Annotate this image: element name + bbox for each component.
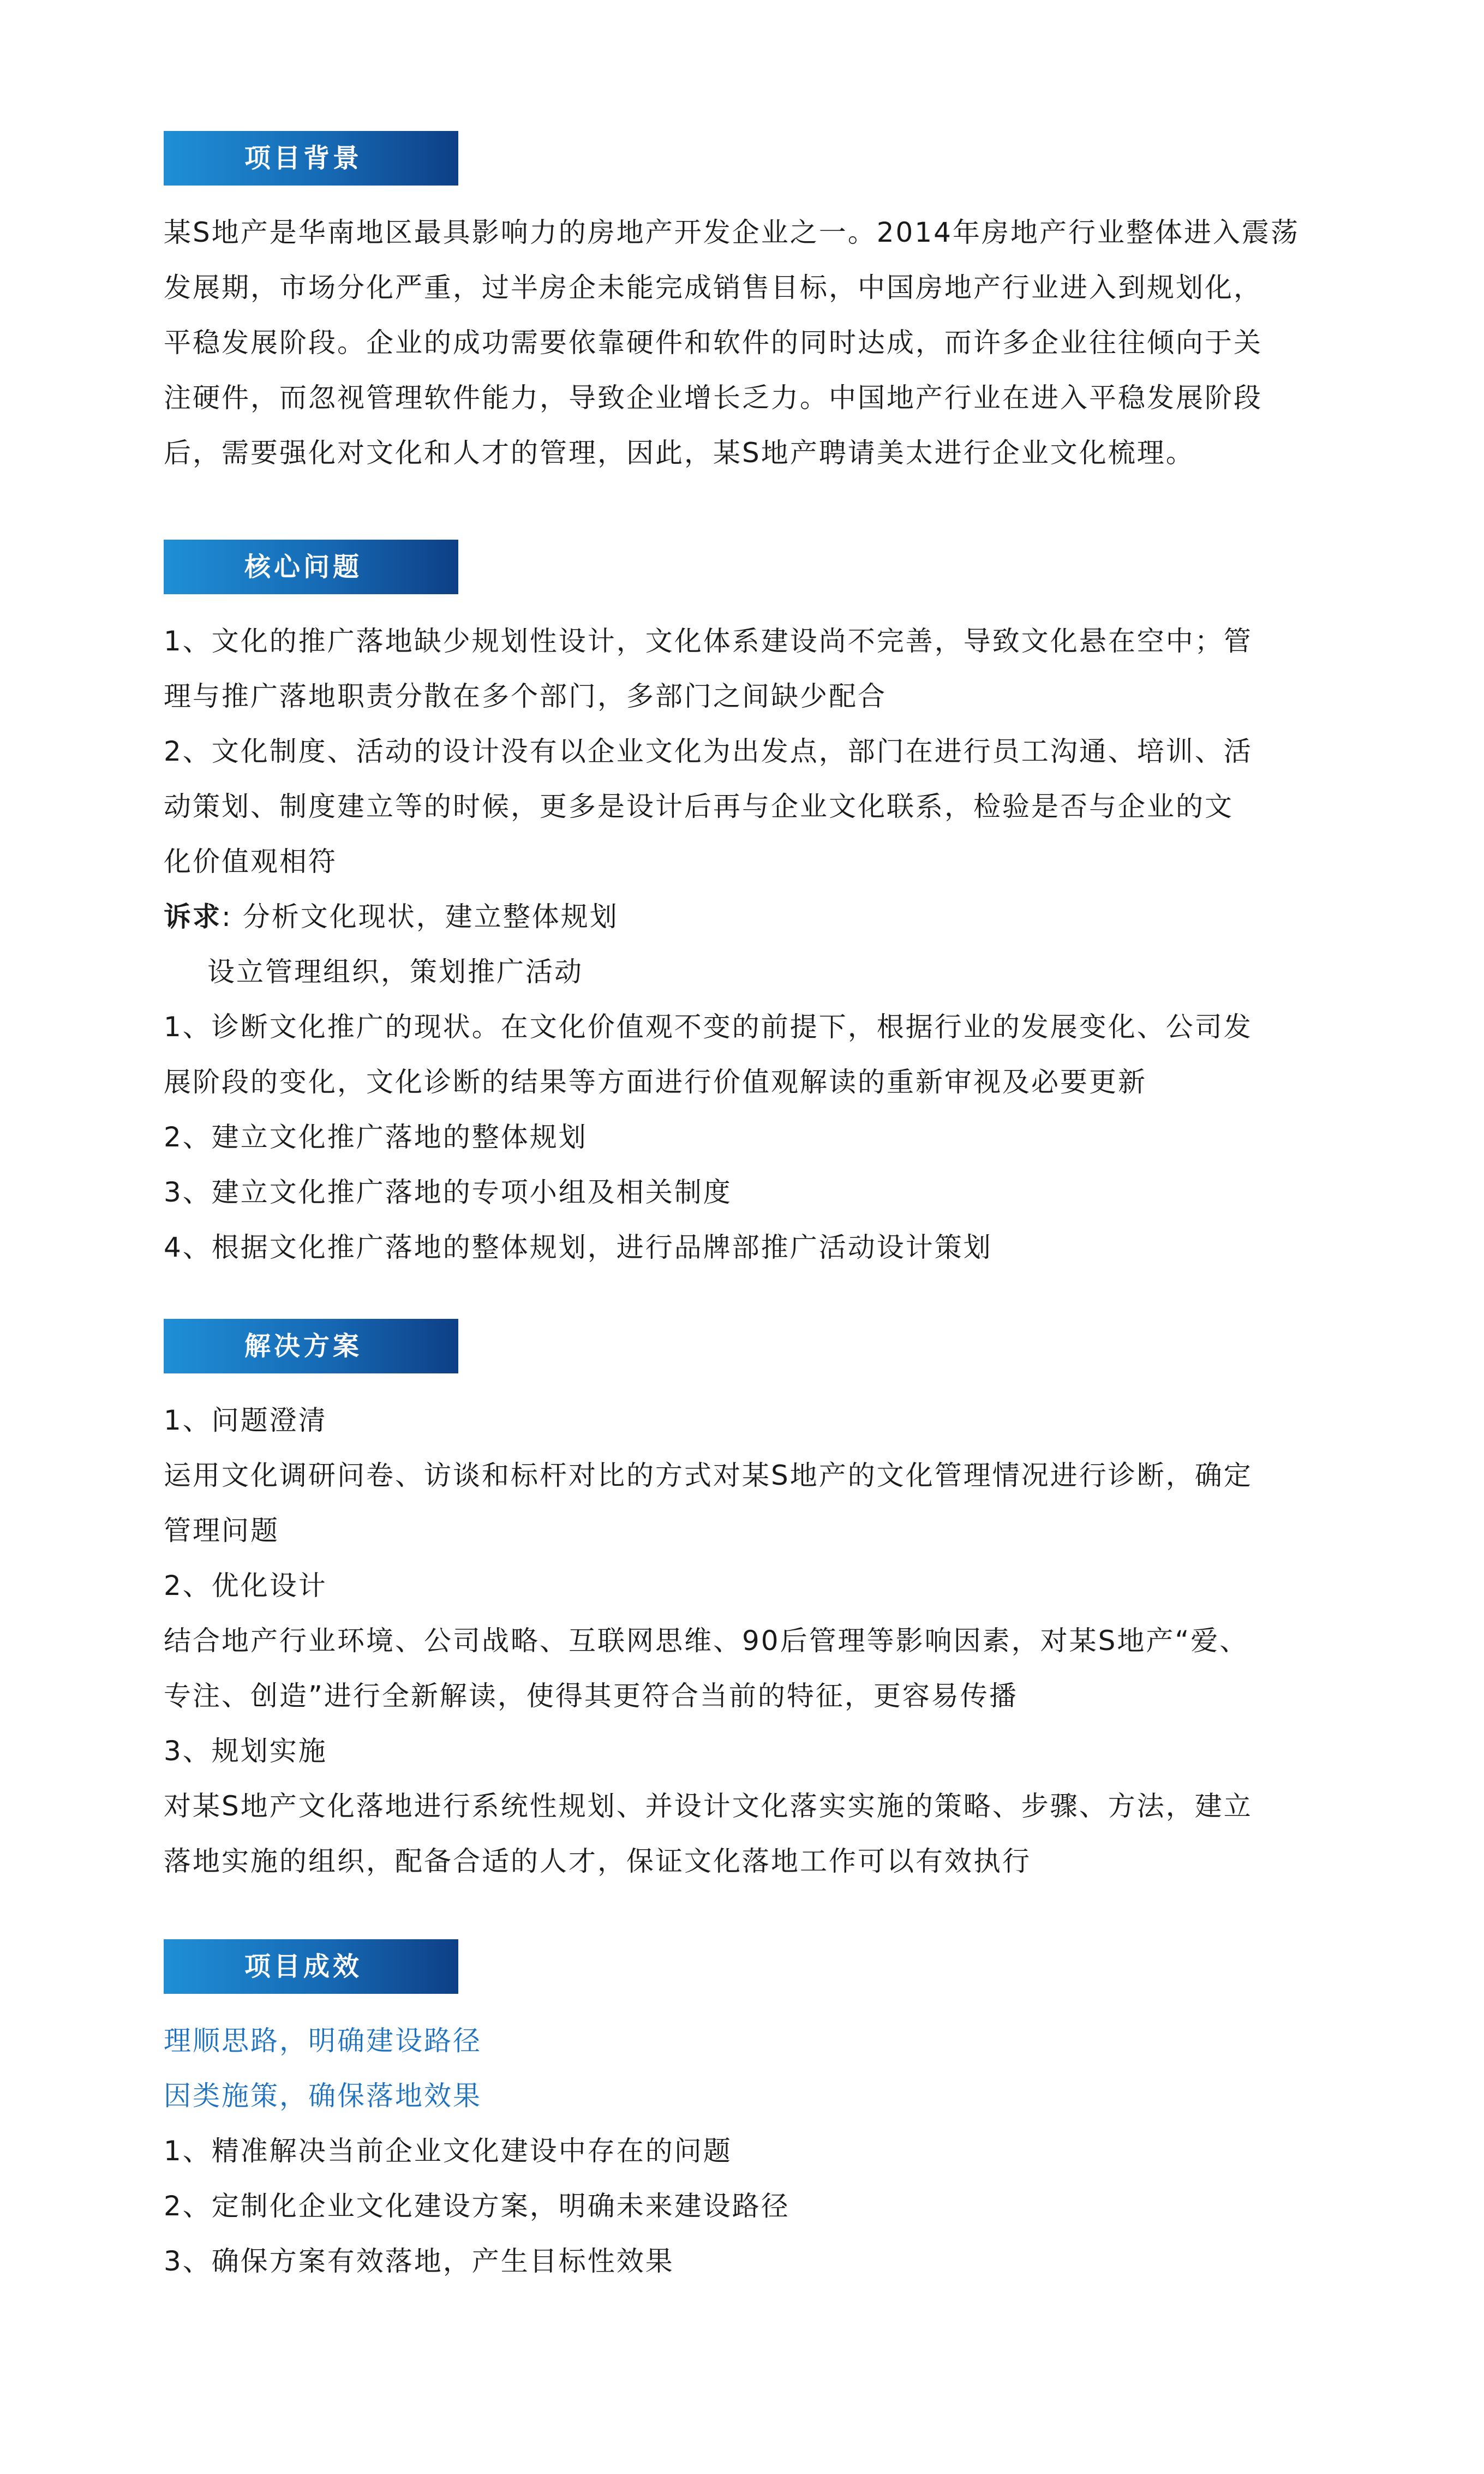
text-line: 后，需要强化对文化和人才的管理，因此，某S地产聘请美太进行企业文化梳理。	[164, 437, 1195, 469]
demand-label: 诉求	[164, 901, 222, 933]
section-title-results: 项目成效	[164, 1939, 458, 1994]
text-line: 4、根据文化推广落地的整体规划，进行品牌部推广活动设计策划	[164, 1232, 992, 1263]
text-line: 3、确保方案有效落地，产生目标性效果	[164, 2245, 674, 2277]
text-line: 1、诊断文化推广的现状。在文化价值观不变的前提下，根据行业的发展变化、公司发	[164, 1011, 1253, 1043]
section-title-core-issues: 核心问题	[164, 540, 458, 594]
text-line: 管理问题	[164, 1515, 279, 1546]
demand-text: : 分析文化现状，建立整体规划	[222, 901, 619, 933]
text-line: 化价值观相符	[164, 846, 337, 877]
background-paragraph	[164, 205, 1337, 481]
text-line: 某S地产是华南地区最具影响力的房地产开发企业之一。2014年房地产行业整体进入震荡	[164, 217, 1300, 248]
text-line: 2、建立文化推广落地的整体规划	[164, 1121, 588, 1153]
demand-line-2: 设立管理组织，策划推广活动	[207, 956, 583, 988]
text-line: 2、文化制度、活动的设计没有以企业文化为出发点，部门在进行员工沟通、培训、活	[164, 736, 1253, 767]
text-line: 发展期，市场分化严重，过半房企未能完成销售目标，中国房地产行业进入到规划化，	[164, 272, 1262, 303]
text-line: 运用文化调研问卷、访谈和标杆对比的方式对某S地产的文化管理情况进行诊断，确定	[164, 1460, 1253, 1491]
highlight-line: 因类施策，确保落地效果	[164, 2080, 482, 2112]
highlight-line: 理顺思路，明确建设路径	[164, 2025, 482, 2057]
text-line: 专注、创造”进行全新解读，使得其更符合当前的特征，更容易传播	[164, 1680, 1018, 1712]
text-line: 2、定制化企业文化建设方案，明确未来建设路径	[164, 2190, 790, 2222]
document-page	[164, 131, 1337, 2289]
text-line: 1、文化的推广落地缺少规划性设计，文化体系建设尚不完善，导致文化悬在空中；管	[164, 625, 1253, 657]
section-title-solution: 解决方案	[164, 1319, 458, 1373]
text-line: 对某S地产文化落地进行系统性规划、并设计文化落实实施的策略、步骤、方法，建立	[164, 1790, 1253, 1822]
text-line: 平稳发展阶段。企业的成功需要依靠硬件和软件的同时达成，而许多企业往往倾向于关	[164, 327, 1262, 358]
text-line: 结合地产行业环境、公司战略、互联网思维、90后管理等影响因素，对某S地产“爱、	[164, 1625, 1249, 1657]
demand-line	[164, 889, 1337, 945]
core-issues-body	[164, 614, 1337, 1275]
text-line: 动策划、制度建立等的时候，更多是设计后再与企业文化联系，检验是否与企业的文	[164, 791, 1234, 822]
text-line: 3、建立文化推广落地的专项小组及相关制度	[164, 1176, 732, 1208]
text-line: 注硬件，而忽视管理软件能力，导致企业增长乏力。中国地产行业在进入平稳发展阶段	[164, 382, 1262, 414]
solution-body	[164, 1393, 1337, 1889]
text-line: 1、精准解决当前企业文化建设中存在的问题	[164, 2135, 732, 2167]
text-line: 理与推广落地职责分散在多个部门，多部门之间缺少配合	[164, 680, 887, 712]
section-title-background: 项目背景	[164, 131, 458, 186]
text-line: 1、问题澄清	[164, 1405, 327, 1436]
results-body	[164, 2013, 1337, 2289]
text-line: 展阶段的变化，文化诊断的结果等方面进行价值观解读的重新审视及必要更新	[164, 1066, 1147, 1098]
text-line: 3、规划实施	[164, 1735, 327, 1767]
text-line: 2、优化设计	[164, 1570, 327, 1601]
text-line: 落地实施的组织，配备合适的人才，保证文化落地工作可以有效执行	[164, 1845, 1031, 1877]
